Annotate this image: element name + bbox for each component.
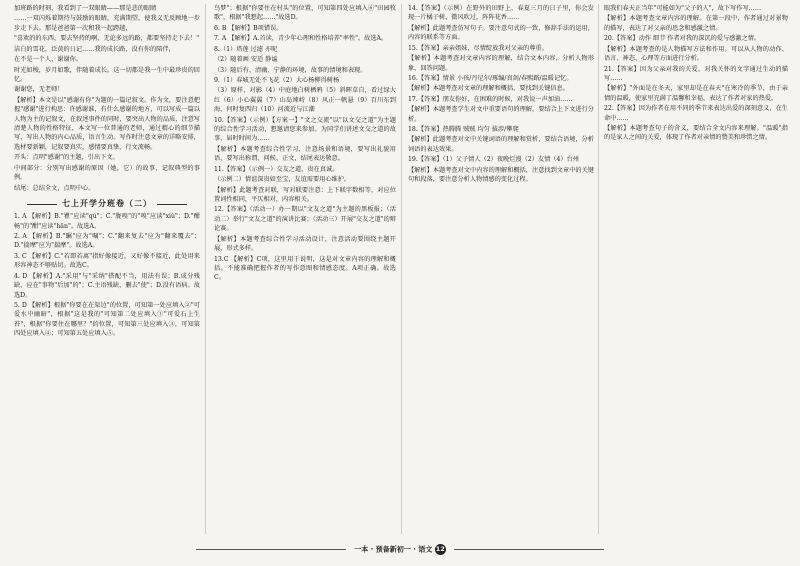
answer-paragraph: 21.【答案】因为父亲对我的关爱，对我关怀的文字通过生动的描写……: [604, 65, 788, 82]
page-footer: [0, 544, 800, 562]
answer-paragraph: 结尾：总结全文，点明中心。: [14, 184, 95, 192]
answer-paragraph: 开头：点明"感谢"的主题，引出下文。: [14, 154, 119, 162]
column-divider: [401, 4, 402, 534]
answer-paragraph: 20.【答案】动作 细节 作者对我的深沉的爱与感激之情。: [604, 35, 761, 43]
answer-paragraph: 【解析】"外面是在冬天，家里却是在春天"在寒冷的季节，由于亲情的温暖，使家里充满了温馨和幸福，表达了作者对家的热爱。: [604, 85, 788, 102]
answer-paragraph: 【解析】此题考查对联，写对联要注意：上下联字数相等，对应位置词性相同，平仄相对，内容相关。: [214, 186, 396, 204]
answers-block-3: [408, 4, 594, 185]
answer-paragraph: 谢谢您，无老师！: [14, 86, 64, 94]
answers-block-1: [14, 212, 200, 338]
answer-paragraph: 10.【答案】（示例）【方案一】"文之交流"以"以文交之道"为主题的综合性学习活动，想邀请您来参加。为同学们讲述文交之道的故事，届时时间为……: [214, 116, 396, 143]
essay-sample-text: [14, 4, 200, 193]
answer-paragraph: 【解析】本文是以"感谢有你"为题的一篇记叙文。作为文，要注意把握"感谢"进行构思：许感谢谁，有什么感谢的地方，可以写成一篇以人物为主的记叙文，在叙述事件的同时，要突出人物的品质，注意写清楚人物的性格特征，本文写一位普通的老师，通过精心的细节描写，写出人物的内心品质，语言生动。写作时注意文章的详略安排，选材要新颖，记叙要真实，感情要真挚，行文流畅。: [14, 96, 200, 151]
answer-paragraph: 中间部分：分别写出感谢的原因（她，它）的故事，记叙典型的事例。: [14, 164, 200, 182]
answer-paragraph: 12.【答案】（活动一）办一期以"文友之道"为主题的黑板报；（活动二）举行"文友之道"的演讲比赛；（活动三）开展"交友之道"的辩论赛。: [214, 206, 396, 233]
answer-paragraph: 17.【答案】朋友你好，在困难的时候，对我说一声加油……: [408, 95, 573, 103]
footer-separator: ·: [370, 545, 374, 554]
answer-paragraph: 15.【答案】亲亲姐妹，尽情绽放我对父亲的尊重。: [408, 44, 548, 52]
answer-paragraph: 22.【答案】因为作者在用不同的季节来表达出爱的深刻意义，在生命中……: [604, 105, 788, 122]
answer-paragraph: 13.C 【解析】C项，这里用于说明，这是对文章内容的理解和概括。不能准确把握作者的写作意图和情感态度。A项正确。故选C。: [214, 255, 396, 282]
column-4: [604, 4, 788, 540]
answer-paragraph: 【解析】本题考查对文中内容的理解和概括，注意找到文章中的关键句和段落，要注意分析人物情感的变化过程。: [408, 166, 594, 184]
answer-paragraph: 【解析】此题考查对文中关键词语的理解和赏析，要结合语境，分析词语的表达效果。: [408, 136, 594, 153]
answer-paragraph: 在不是一个人，谢谢你。: [14, 56, 83, 64]
section-title-text: 七上开学分班卷（二）: [62, 198, 152, 209]
answer-paragraph: 【解析】本题考查综合性学习，注意场景和语境，要写出礼貌用语，要写出称谓、问候、正文，结尾表达敬意。: [214, 145, 396, 163]
answer-paragraph: 4. D 【解析】A."采用"与"采纳"搭配不当，用法有误；B.成分残缺，应在"事物"后加"的"；C.主语残缺，删去"使"；D.没有语病。故选D。: [14, 272, 200, 299]
answer-paragraph: 19.【答案】（1）父子情人（2）夜晚烂漫（2）友情（4）台州: [408, 156, 579, 164]
footer-book-title: 预备新初一: [375, 545, 411, 554]
footer-rule: [454, 549, 604, 550]
answer-paragraph: ……一双闪烁着期待与鼓励的眼睛，充满期望，使我义无反顾地一步步走下去。那是爸爸第一次和我一起跨越，: [14, 15, 200, 32]
answer-paragraph: 1. A 【解析】B."瞿"应读"qú"；C."胧嗅"的"嗅"应读"xiù"；D."酣畅"的"酣"应读"hān"。故选A。: [14, 213, 200, 230]
answers-block-4: [604, 4, 788, 143]
answer-paragraph: 【解析】本题考查学生对文中重要语句的理解，要结合上下文进行分析。: [408, 106, 594, 123]
answer-paragraph: 眼我们春天正当年"可能如为"父子的人"，故下写作写……: [604, 5, 762, 12]
answer-paragraph: 7. A 【解析】A.首读，青少年心理和性格培养"率性"。故选A。: [214, 35, 388, 43]
answer-paragraph: 16.【答案】情景 小孩/丹尼尔/琢编/真剑/春熙路/温暖记忆。: [408, 74, 573, 82]
answer-paragraph: 时光如梭，岁月如歌，伴随着成长，这一切都是我一生中最珍贵的回忆。: [14, 66, 200, 83]
section-title: [14, 197, 200, 209]
column-divider: [598, 4, 599, 534]
column-1: [14, 4, 200, 540]
answer-paragraph: 【解析】本题考查的是人物描写方法和作用。可以从人物的动作、语言、神态、心理等方面进行分析。: [604, 45, 788, 63]
answer-paragraph: 18.【答案】热腾腾 贼贼 均匀 拔涉/攀爬: [408, 126, 519, 134]
column-3: [408, 4, 594, 540]
answer-paragraph: 【解析】本题考查对文章内容的理解，结合文本内容，分析人物形象，回答问题。: [408, 55, 594, 72]
answers-block-2: [214, 4, 396, 283]
column-2: [214, 4, 396, 540]
answer-paragraph: 加班路的时刻，我看到了一双眼睛——那是悲的眼睛: [14, 5, 157, 12]
footer-subject: 语文: [418, 545, 433, 554]
answer-paragraph: "喜欢的的东西，要去坚持的啊，无论多远的路，都要坚持走下去！": [14, 35, 200, 43]
answer-paragraph: 【解析】此题考查仿写句子。要注意句式的一致，修辞手法的运用，内容的联系等方面。: [408, 24, 594, 42]
page-number-badge: 12: [435, 545, 445, 553]
answer-paragraph: 14.【答案】（示例）在野外的田野上，春夏三月的日子里，你会发现一片橘子树，微风吹过，阵阵花香……: [408, 5, 594, 22]
column-divider: [205, 4, 206, 534]
answer-paragraph: （2）随着画 安适 静谧: [214, 56, 278, 64]
answer-paragraph: 5. D 【解析】根据"你要在在渠边"的位置，可知第一处应填入②"可爱水中幽暗"，根据"这是我的"可知第二处应填入①"可爱石上生苔"，根据"你要住在哪里？"的位置，可知第三处应填入③，可知第四处应填入④；可知第五处应填入⑤。: [14, 301, 200, 338]
answer-paragraph: （示例二）情谊深贵如至宝，友谊需要用心维护。: [214, 176, 351, 184]
answer-paragraph: 【解析】本题考查对文章的理解和概括，要找到关键信息。: [408, 85, 569, 93]
answer-paragraph: 11.【答案】（示例一）交友之道，贵在真诚。: [214, 165, 339, 173]
answer-paragraph: 8.（1）塔莲 过滤 亦呢: [214, 45, 278, 53]
footer-rule: [196, 549, 346, 550]
answer-paragraph: 3. C 【解析】C."若即若离"指好像接近，又好像不接近，此处用来形容神态不够贴切。故选C。: [14, 252, 200, 270]
answer-paragraph: 洁白的雪花，泛黄的日记……我的成长路，没有你的陪伴，: [14, 45, 175, 53]
footer-brand: 一本: [354, 545, 369, 554]
answer-paragraph: （3）原样、对影（4）中庭地白树栖鸦（5）斜晖草自，看过绿大红（6）小心翼翼（7）山岛竦峙（8）风正一帆悬（9）百川东到海，何时复西归（10）河流近与江潮: [214, 87, 396, 114]
answer-paragraph: 【解析】本题考查句子的含义，要结合全文内容来理解。"温暖"指的是家人之间的关爱，体现了作者对亲情的赞美和珍惜之情。: [604, 125, 788, 142]
answer-paragraph: 9.（1）春城无处不飞花（2）大心杨柳得树杨: [214, 76, 340, 84]
answer-paragraph: （3）随后有、清幽、宁静的环境，故事的情境和表现。: [214, 66, 367, 74]
answer-paragraph: 【解析】本题考查综合性学习活动设计，注意活动要围绕主题开展，形式多样。: [214, 235, 396, 253]
answer-paragraph: 鸟梦"；根据"你要住在村头"的位置，可知第四处应填入⑥"田园牧歌"，根据"我想起……"故选D。: [214, 5, 396, 22]
answer-paragraph: 2. A 【解析】B."瞩"应为"嘱"；C."翻来复去"应为"翻来覆去"；D."揣摩"应为"揣摩"。故选A。: [14, 233, 200, 250]
answer-paragraph: 【解析】本题考查文章内容的理解。在第一段中，作者通过对景物的描写，表达了对父亲的思念和感激之情。: [604, 15, 788, 32]
answer-paragraph: 6. B 【解析】B项错误。: [214, 24, 283, 32]
footer-separator: ·: [413, 545, 416, 554]
